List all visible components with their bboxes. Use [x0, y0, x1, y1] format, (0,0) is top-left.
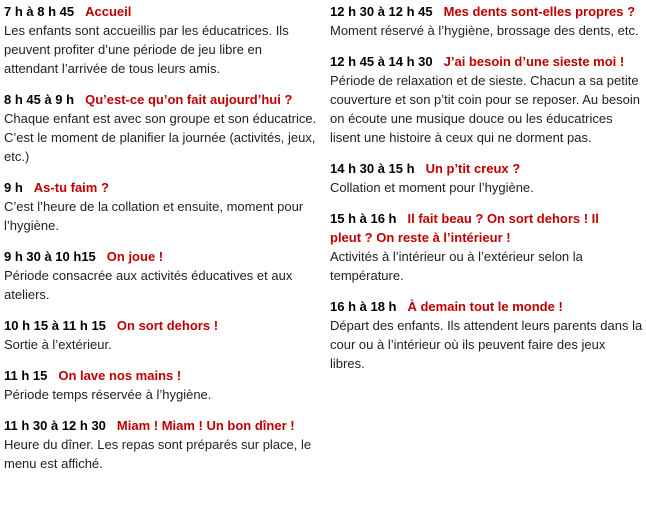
entry-heading	[4, 366, 317, 385]
schedule-entry-diner	[4, 416, 317, 473]
entry-heading	[4, 90, 317, 109]
entry-time: 9 h	[4, 180, 23, 195]
entry-heading	[330, 159, 643, 178]
entry-time: 12 h 30 à 12 h 45	[330, 4, 433, 19]
entry-description: C’est l’heure de la collation et ensuite, moment pour l’hygiène.	[4, 199, 304, 233]
entry-description: Chaque enfant est avec son groupe et son éducatrice. C’est le moment de planifier la journée (activités, jeux, etc.)	[4, 111, 317, 164]
schedule-entry-sortie	[4, 316, 317, 354]
entry-heading	[4, 416, 317, 435]
entry-title: Miam ! Miam ! Un bon dîner !	[116, 418, 295, 433]
entry-description: Départ des enfants. Ils attendent leurs parents dans la cour ou à l’intérieur où ils peuvent faire des jeux libres.	[330, 318, 643, 371]
schedule-entry-collation-apresmidi	[330, 159, 643, 197]
entry-title: Mes dents sont-elles propres ?	[443, 4, 636, 19]
entry-time: 7 h à 8 h 45	[4, 4, 75, 19]
schedule-entry-planification	[4, 90, 317, 166]
entry-title: À demain tout le monde !	[407, 299, 563, 314]
entry-description: Moment réservé à l’hygiène, brossage des dents, etc.	[330, 23, 639, 38]
schedule-entry-activites-meteo	[330, 209, 643, 285]
entry-title: J’ai besoin d’une sieste moi !	[443, 54, 625, 69]
right-column	[330, 2, 643, 485]
entry-title: As-tu faim ?	[33, 180, 109, 195]
entry-title: On joue !	[106, 249, 164, 264]
entry-heading	[330, 297, 643, 316]
left-column	[4, 2, 317, 485]
entry-heading	[4, 247, 317, 266]
entry-time: 15 h à 16 h	[330, 211, 397, 226]
schedule-entry-jeu	[4, 247, 317, 304]
schedule-entry-collation-matin	[4, 178, 317, 235]
entry-description: Période de relaxation et de sieste. Chacun a sa petite couverture et son p’tit coin pour se reposer. Au besoin on écoute une musique douce ou les éducatrices lisent une histoire à ceux qui ne dorment pas.	[330, 73, 641, 145]
entry-heading	[4, 2, 317, 21]
entry-title: Un p’tit creux ?	[425, 161, 521, 176]
entry-heading	[4, 316, 317, 335]
entry-time: 11 h 15	[4, 368, 48, 383]
entry-title: Il fait beau ? On sort dehors ! Il pleut ? On reste à l’intérieur !	[330, 211, 599, 245]
entry-description: Collation et moment pour l’hygiène.	[330, 180, 534, 195]
schedule-entry-depart	[330, 297, 643, 373]
entry-description: Activités à l’intérieur ou à l’extérieur selon la température.	[330, 249, 583, 283]
entry-description: Période consacrée aux activités éducatives et aux ateliers.	[4, 268, 293, 302]
entry-time: 8 h 45 à 9 h	[4, 92, 75, 107]
entry-title: On lave nos mains !	[58, 368, 182, 383]
entry-title: Accueil	[85, 4, 132, 19]
entry-description: Heure du dîner. Les repas sont préparés sur place, le menu est affiché.	[4, 437, 312, 471]
entry-time: 11 h 30 à 12 h 30	[4, 418, 106, 433]
entry-heading	[330, 2, 643, 21]
entry-time: 16 h à 18 h	[330, 299, 397, 314]
entry-time: 14 h 30 à 15 h	[330, 161, 415, 176]
entry-heading	[4, 178, 317, 197]
entry-time: 10 h 15 à 11 h 15	[4, 318, 106, 333]
schedule-entry-accueil	[4, 2, 317, 78]
entry-description: Période temps réservée à l’hygiène.	[4, 387, 212, 402]
entry-time: 9 h 30 à 10 h15	[4, 249, 96, 264]
entry-title: Qu’est-ce qu’on fait aujourd’hui ?	[85, 92, 293, 107]
entry-description: Les enfants sont accueillis par les éducatrices. Ils peuvent profiter d’une période de jeu libre en attendant l’arrivée de tous leurs amis.	[4, 23, 289, 76]
entry-title: On sort dehors !	[116, 318, 219, 333]
schedule-entry-lavage-mains	[4, 366, 317, 404]
entry-description: Sortie à l’extérieur.	[4, 337, 112, 352]
entry-heading	[330, 52, 643, 71]
schedule-entry-brossage-dents	[330, 2, 643, 40]
entry-time: 12 h 45 à 14 h 30	[330, 54, 433, 69]
entry-heading	[330, 209, 643, 247]
schedule-entry-sieste	[330, 52, 643, 147]
